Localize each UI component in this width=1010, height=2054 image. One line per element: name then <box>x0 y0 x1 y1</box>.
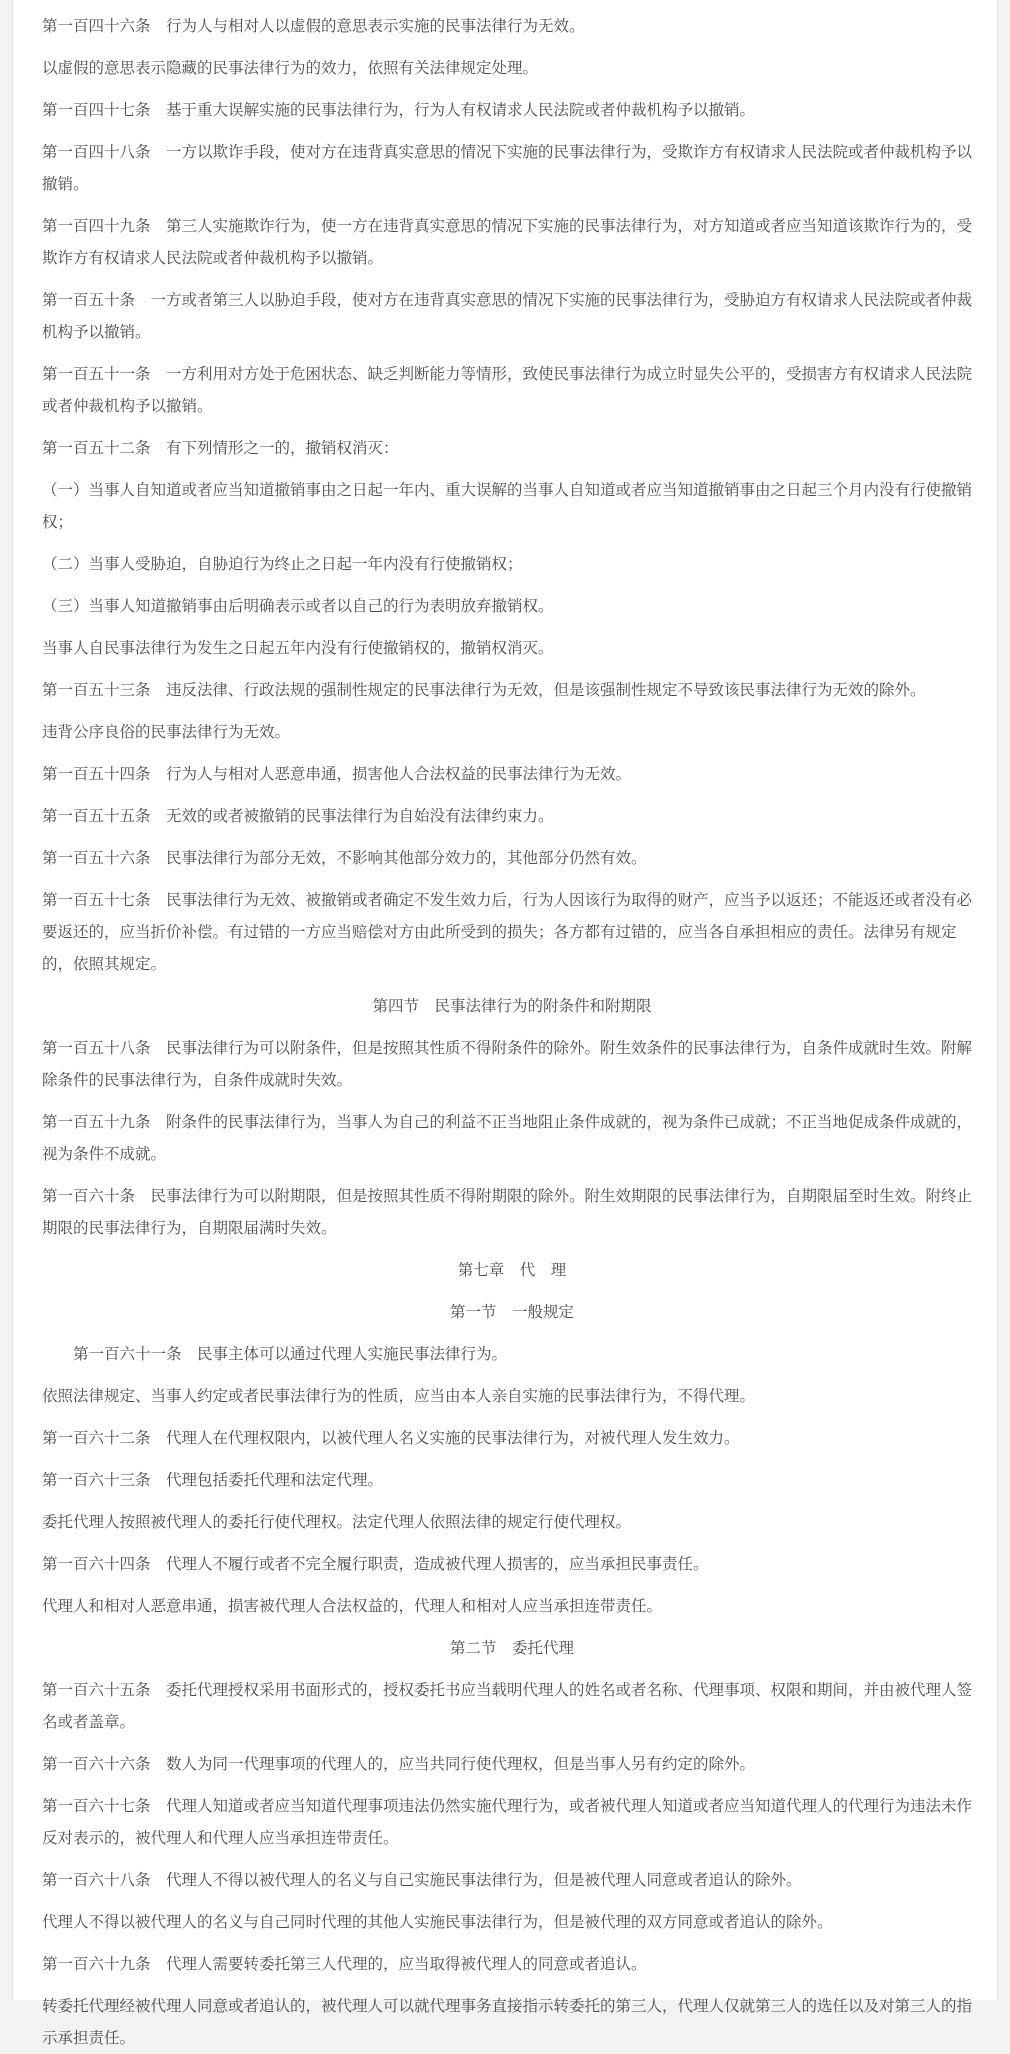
article-164-para-2: 代理人和相对人恶意串通，损害被代理人合法权益的，代理人和相对人应当承担连带责任。 <box>42 1597 663 1615</box>
article-162: 第一百六十二条 代理人在代理权限内，以被代理人名义实施的民事法律行为，对被代理人发生效力。 <box>42 1429 740 1447</box>
article-155: 第一百五十五条 无效的或者被撤销的民事法律行为自始没有法律约束力。 <box>42 807 554 825</box>
article-148: 第一百四十八条 一方以欺诈手段，使对方在违背真实意思的情况下实施的民事法律行为，受欺诈方有权请求人民法院或者仲裁机构予以撤销。 <box>42 143 973 193</box>
chapter-heading-7: 第七章 代 理 <box>457 1261 567 1279</box>
section-heading-1: 第一节 一般规定 <box>449 1303 574 1321</box>
article-156: 第一百五十六条 民事法律行为部分无效，不影响其他部分效力的，其他部分仍然有效。 <box>42 849 647 867</box>
article-152-item-1: （一）当事人自知道或者应当知道撤销事由之日起一年内、重大误解的当事人自知道或者应当知道撤销事由之日起三个月内没有行使撤销权； <box>42 481 973 531</box>
article-149: 第一百四十九条 第三人实施欺诈行为，使一方在违背真实意思的情况下实施的民事法律行为，对方知道或者应当知道该欺诈行为的，受欺诈方有权请求人民法院或者仲裁机构予以撤销。 <box>42 217 973 267</box>
section-heading-2: 第二节 委托代理 <box>449 1639 574 1657</box>
section-heading-4: 第四节 民事法律行为的附条件和附期限 <box>372 997 652 1015</box>
article-152: 第一百五十二条 有下列情形之一的，撤销权消灭： <box>42 439 399 457</box>
article-153: 第一百五十三条 违反法律、行政法规的强制性规定的民事法律行为无效，但是该强制性规定不导致该民事法律行为无效的除外。 <box>42 681 926 699</box>
article-169: 第一百六十九条 代理人需要转委托第三人代理的，应当取得被代理人的同意或者追认。 <box>42 1955 647 1973</box>
article-161-para-2: 依照法律规定、当事人约定或者民事法律行为的性质，应当由本人亲自实施的民事法律行为，不得代理。 <box>42 1387 756 1405</box>
article-151: 第一百五十一条 一方利用对方处于危困状态、缺乏判断能力等情形，致使民事法律行为成立时显失公平的，受损害方有权请求人民法院或者仲裁机构予以撤销。 <box>42 365 973 415</box>
article-160: 第一百六十条 民事法律行为可以附期限，但是按照其性质不得附期限的除外。附生效期限的民事法律行为，自期限届至时生效。附终止期限的民事法律行为，自期限届满时失效。 <box>42 1187 973 1237</box>
article-169-para-2: 转委托代理经被代理人同意或者追认的，被代理人可以就代理事务直接指示转委托的第三人，代理人仅就第三人的选任以及对第三人的指示承担责任。 <box>42 1997 973 2047</box>
article-157: 第一百五十七条 民事法律行为无效、被撤销或者确定不发生效力后，行为人因该行为取得的财产，应当予以返还；不能返还或者没有必要返还的，应当折价补偿。有过错的一方应当赔偿对方由此所受到的损失；各方都有过错的，应当各自承担相应的责任。法律另有规定的，依照其规定。 <box>42 891 973 973</box>
article-161: 第一百六十一条 民事主体可以通过代理人实施民事法律行为。 <box>73 1345 508 1363</box>
article-158: 第一百五十八条 民事法律行为可以附条件，但是按照其性质不得附条件的除外。附生效条件的民事法律行为，自条件成就时生效。附解除条件的民事法律行为，自条件成就时失效。 <box>42 1039 973 1089</box>
article-164: 第一百六十四条 代理人不履行或者不完全履行职责，造成被代理人损害的，应当承担民事责任。 <box>42 1555 709 1573</box>
article-165: 第一百六十五条 委托代理授权采用书面形式的，授权委托书应当载明代理人的姓名或者名称、代理事项、权限和期间，并由被代理人签名或者盖章。 <box>42 1681 973 1731</box>
article-166: 第一百六十六条 数人为同一代理事项的代理人的，应当共同行使代理权，但是当事人另有约定的除外。 <box>42 1755 756 1773</box>
article-146: 第一百四十六条 行为人与相对人以虚假的意思表示实施的民事法律行为无效。 <box>42 17 585 35</box>
article-152-item-3: （三）当事人知道撤销事由后明确表示或者以自己的行为表明放弃撤销权。 <box>42 597 554 615</box>
document-page <box>12 0 998 2047</box>
article-168-para-2: 代理人不得以被代理人的名义与自己同时代理的其他人实施民事法律行为，但是被代理的双方同意或者追认的除外。 <box>42 1913 833 1931</box>
article-154: 第一百五十四条 行为人与相对人恶意串通，损害他人合法权益的民事法律行为无效。 <box>42 765 632 783</box>
article-153-para-2: 违背公序良俗的民事法律行为无效。 <box>42 723 291 741</box>
article-168: 第一百六十八条 代理人不得以被代理人的名义与自己实施民事法律行为，但是被代理人同意或者追认的除外。 <box>42 1871 802 1889</box>
article-152-para-2: 当事人自民事法律行为发生之日起五年内没有行使撤销权的，撤销权消灭。 <box>42 639 554 657</box>
article-163-para-2: 委托代理人按照被代理人的委托行使代理权。法定代理人依照法律的规定行使代理权。 <box>42 1513 632 1531</box>
article-147: 第一百四十七条 基于重大误解实施的民事法律行为，行为人有权请求人民法院或者仲裁机构予以撤销。 <box>42 101 756 119</box>
article-167: 第一百六十七条 代理人知道或者应当知道代理事项违法仍然实施代理行为，或者被代理人知道或者应当知道代理人的代理行为违法未作反对表示的，被代理人和代理人应当承担连带责任。 <box>42 1797 973 1847</box>
article-163: 第一百六十三条 代理包括委托代理和法定代理。 <box>42 1471 384 1489</box>
article-159: 第一百五十九条 附条件的民事法律行为，当事人为自己的利益不正当地阻止条件成就的，视为条件已成就；不正当地促成条件成就的，视为条件不成就。 <box>42 1113 973 1163</box>
article-150: 第一百五十条 一方或者第三人以胁迫手段，使对方在违背真实意思的情况下实施的民事法律行为，受胁迫方有权请求人民法院或者仲裁机构予以撤销。 <box>42 291 973 341</box>
article-146-para-2: 以虚假的意思表示隐藏的民事法律行为的效力，依照有关法律规定处理。 <box>42 59 539 77</box>
article-152-item-2: （二）当事人受胁迫，自胁迫行为终止之日起一年内没有行使撤销权； <box>42 555 523 573</box>
